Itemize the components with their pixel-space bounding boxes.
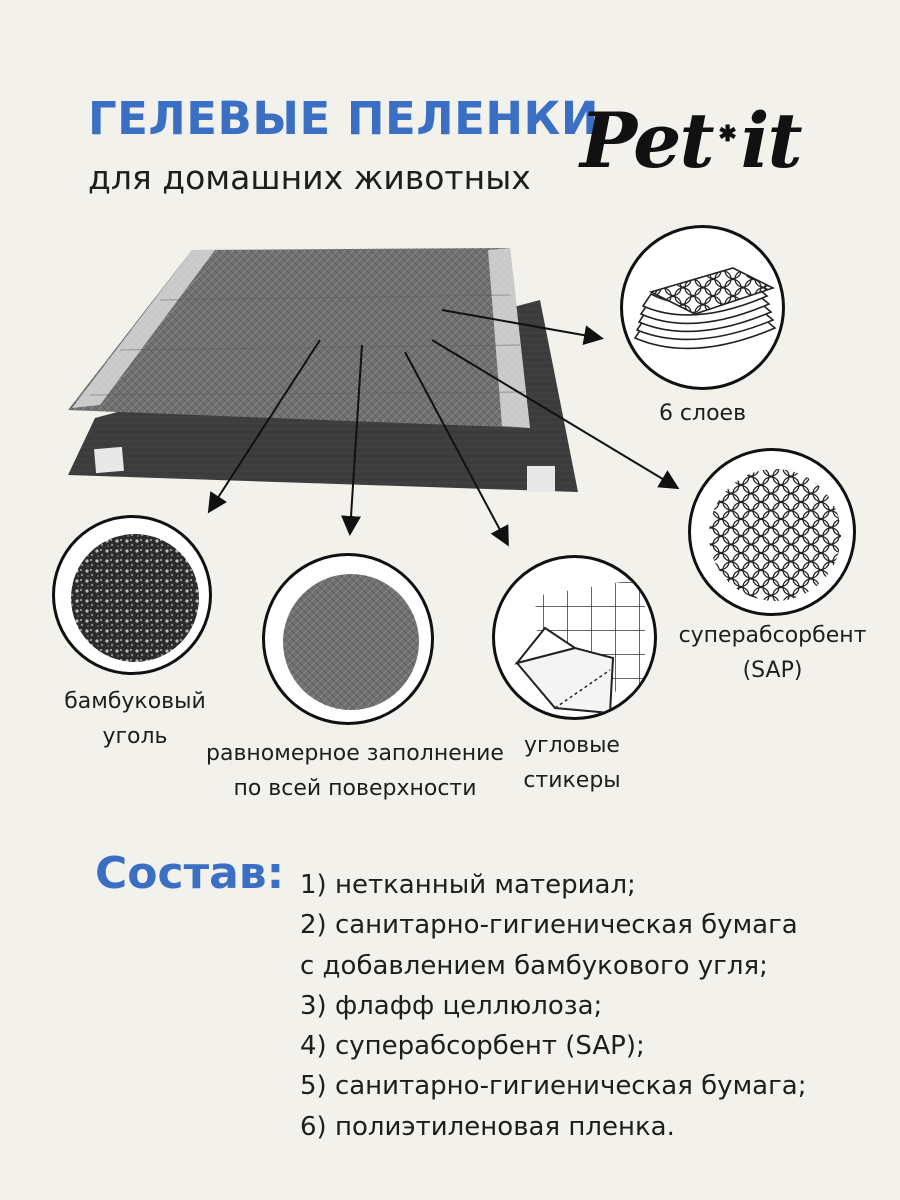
logo-text-left: Pet — [580, 96, 713, 185]
stickers-circle — [492, 555, 657, 720]
sap-label-line2: (SAP) — [742, 658, 803, 684]
sticker-icon — [495, 558, 657, 720]
page-title: ГЕЛЕВЫЕ ПЕЛЕНКИ — [88, 92, 599, 145]
sap-circle — [688, 448, 856, 616]
layers-circle — [620, 225, 785, 390]
list-item: 3) флафф целлюлоза; — [300, 990, 603, 1021]
stickers-label — [512, 728, 632, 798]
even-fill-circle — [262, 553, 434, 725]
even-fill-label — [200, 736, 510, 806]
sap-label-line1: суперабсорбент — [678, 623, 867, 648]
layers-label: 6 слоев — [658, 401, 747, 426]
list-item: с добавлением бамбукового угля; — [300, 950, 768, 981]
bamboo-circle — [52, 515, 212, 675]
page-subtitle: для домашних животных — [88, 158, 531, 197]
list-item: 4) суперабсорбент (SAP); — [300, 1031, 645, 1062]
layers-icon — [623, 228, 785, 390]
list-item: 5) санитарно-гигиеническая бумага; — [300, 1071, 807, 1102]
bamboo-label — [55, 684, 215, 754]
charcoal-icon — [55, 518, 212, 675]
stickers-line2: стикеры — [523, 768, 621, 794]
list-item: 1) нетканный материал; — [300, 870, 636, 900]
list-item: 2) санитарно-гигиеническая бумага — [300, 910, 798, 941]
logo-text-right: it — [740, 96, 801, 185]
paw-icon: ✱ — [718, 121, 735, 147]
texture-icon — [265, 556, 434, 725]
even-fill-line2: по всей поверхности — [233, 776, 477, 802]
even-fill-line1: равномерное заполнение — [206, 741, 504, 766]
bamboo-label-line2: уголь — [102, 724, 168, 750]
composition-heading: Состав: — [95, 848, 285, 899]
stickers-line1: угловые — [524, 733, 620, 758]
composition-list — [300, 865, 806, 1147]
list-item: 6) полиэтиленовая пленка. — [300, 1111, 675, 1142]
sap-label — [670, 618, 875, 688]
bamboo-label-line1: бамбуковый — [64, 689, 206, 714]
